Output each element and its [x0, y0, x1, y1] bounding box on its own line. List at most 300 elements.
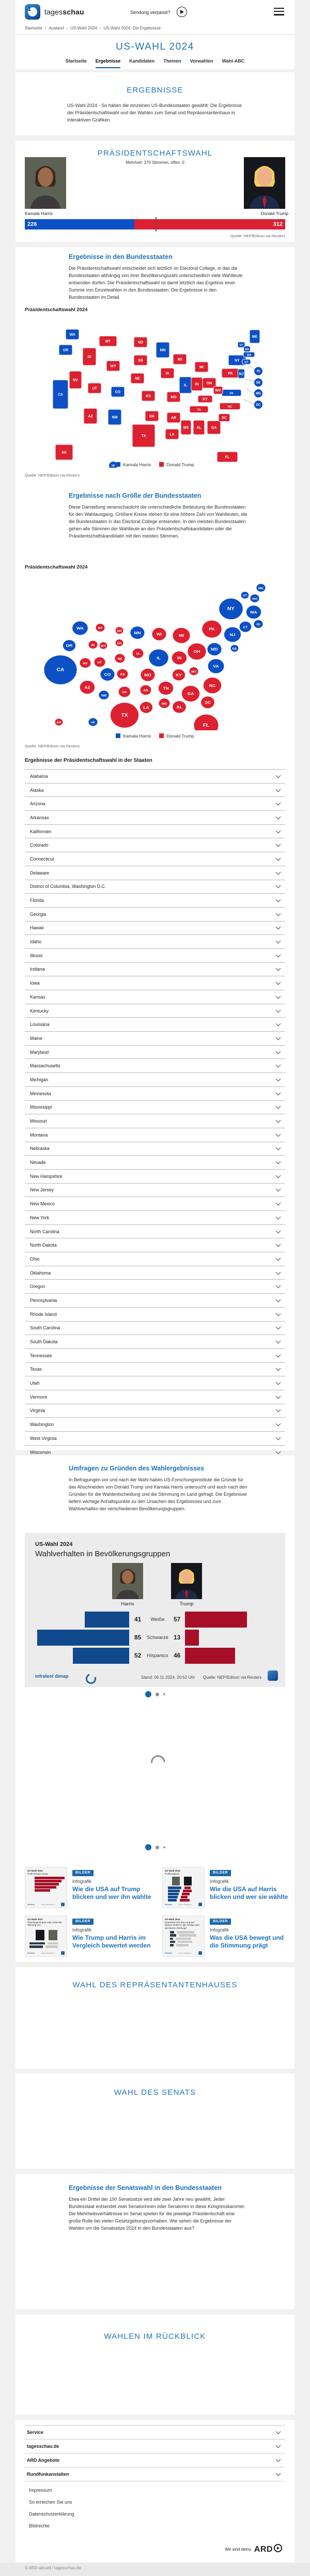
state-ID[interactable] — [83, 348, 96, 365]
state-NJ[interactable] — [238, 369, 245, 378]
state-bubble-IL[interactable] — [149, 649, 168, 666]
state-bubble-OH[interactable] — [188, 643, 206, 660]
state-WY[interactable] — [106, 361, 120, 371]
state-AZ[interactable] — [84, 408, 97, 424]
play-icon[interactable] — [177, 7, 187, 17]
tab-startseite[interactable]: Startseite — [65, 58, 87, 64]
chevron-down-icon — [276, 1311, 281, 1316]
state-bubble-MO[interactable] — [141, 669, 154, 681]
state-OK[interactable] — [145, 411, 159, 421]
state-bubble-KY[interactable] — [173, 669, 185, 681]
accordion-row-state[interactable] — [25, 1252, 285, 1266]
teaser-headline[interactable]: Wie die USA auf Harris blicken und wer sie wählte — [210, 1885, 288, 1900]
accordion-row-state[interactable] — [25, 797, 285, 811]
state-LA[interactable] — [165, 429, 179, 439]
svg-text:GA: GA — [187, 692, 194, 696]
chevron-down-icon — [276, 966, 281, 971]
state-bubble-MA[interactable] — [246, 606, 261, 619]
state-bubble-UT[interactable] — [94, 657, 105, 667]
accordion-row-state[interactable] — [25, 1004, 285, 1018]
accordion-row-state[interactable] — [25, 1142, 285, 1156]
svg-text:HI: HI — [91, 721, 95, 725]
svg-text:HI: HI — [112, 465, 115, 468]
breadcrumb — [25, 26, 161, 30]
svg-text:OK: OK — [122, 691, 127, 695]
svg-text:MO: MO — [171, 395, 177, 400]
state-bubble-WI[interactable] — [152, 628, 166, 640]
state-bubble-ND[interactable] — [116, 627, 123, 634]
harris-photo — [25, 157, 66, 209]
state-RI[interactable] — [254, 367, 263, 376]
svg-text:AZ: AZ — [88, 415, 93, 419]
state-name: Kansas — [30, 994, 45, 1000]
state-bubble-ID[interactable] — [88, 641, 97, 649]
state-AK[interactable] — [55, 444, 73, 460]
footer-accordion-rundfunkanstalten[interactable] — [25, 2467, 285, 2481]
state-WV[interactable] — [213, 387, 223, 394]
svg-text:ME: ME — [258, 587, 264, 590]
state-AL[interactable] — [193, 420, 205, 435]
svg-text:KS: KS — [146, 394, 151, 398]
state-MA[interactable] — [243, 352, 255, 357]
chevron-down-icon — [276, 1173, 281, 1178]
ergebnisse-card — [16, 72, 295, 135]
tagesschau-logo-icon[interactable]: 1 — [25, 4, 40, 20]
accordion-row-state[interactable] — [25, 880, 285, 894]
teaser-thumbnail — [25, 1915, 67, 1957]
teaser-card[interactable] — [25, 1867, 155, 1909]
state-bubble-MI[interactable] — [173, 628, 190, 643]
state-bubble-AL[interactable] — [173, 701, 186, 713]
demo-row-Hispanics — [25, 1648, 285, 1664]
state-name: New Hampshire — [30, 1173, 63, 1179]
state-MT[interactable] — [99, 336, 117, 346]
harris-photo-small — [112, 1563, 143, 1599]
tab-kandidaten[interactable]: Kandidaten — [129, 58, 155, 64]
brand-bold: schau — [63, 8, 84, 16]
accordion-row-state[interactable] — [25, 1046, 285, 1060]
svg-text:NE: NE — [117, 657, 122, 661]
thumb-kicker: US-Wahl 2024 — [165, 1869, 180, 1872]
accordion-row-state[interactable] — [25, 825, 285, 839]
state-bubble-FL[interactable] — [194, 714, 218, 730]
chevron-down-icon — [276, 1339, 281, 1344]
accordion-row-state[interactable] — [25, 908, 285, 922]
state-OR[interactable] — [59, 345, 72, 355]
state-bubble-AK[interactable] — [55, 718, 63, 725]
state-VA[interactable] — [222, 390, 241, 396]
svg-text:TX: TX — [121, 712, 128, 718]
state-bubble-SC[interactable] — [201, 696, 214, 708]
state-bubble-TN[interactable] — [159, 682, 174, 695]
carousel-dot[interactable] — [163, 1846, 165, 1848]
accordion-row-state[interactable] — [25, 949, 285, 963]
footer-accordion-ardangebote[interactable] — [25, 2454, 285, 2467]
chevron-down-icon — [276, 1380, 281, 1385]
state-MD[interactable] — [254, 389, 263, 398]
state-CT[interactable] — [242, 359, 251, 364]
bilder-badge: BILDER — [72, 1919, 94, 1925]
accordion-row-state[interactable] — [25, 1032, 285, 1046]
thumb-title: Profilvergleich — [165, 1872, 180, 1875]
state-NV[interactable] — [69, 371, 82, 389]
state-bubble-MT[interactable] — [96, 624, 104, 632]
state-bubble-OK[interactable] — [119, 686, 131, 697]
accordion-row-state[interactable] — [25, 838, 285, 852]
trump-bar — [185, 1612, 247, 1628]
accordion-row-state[interactable] — [25, 1363, 285, 1377]
accordion-row-state[interactable] — [25, 852, 285, 866]
svg-text:NH: NH — [245, 348, 249, 351]
state-TX[interactable] — [132, 424, 155, 447]
state-NH[interactable] — [244, 346, 251, 352]
state-bubble-MN[interactable] — [130, 626, 144, 639]
state-bubble-NV[interactable] — [80, 658, 90, 668]
state-bubble-KS[interactable] — [117, 669, 128, 679]
footer-accordion-label: ARD Angebote — [27, 2458, 60, 2463]
ard-logo-icon — [274, 2544, 282, 2552]
state-KS[interactable] — [142, 391, 155, 401]
tab-wahl-abc[interactable]: Wahl-ABC — [222, 58, 245, 64]
svg-text:TN: TN — [197, 408, 201, 412]
harris-name: Kamala Harris — [25, 211, 53, 216]
footer-link-impressum[interactable]: Impressum — [29, 2488, 52, 2493]
svg-text:WY: WY — [110, 364, 116, 369]
accordion-row-state[interactable] — [25, 1322, 285, 1336]
teaser-headline[interactable]: Wie Trump und Harris im Vergleich bewertet werden — [72, 1934, 151, 1949]
svg-text:DC: DC — [256, 404, 261, 407]
state-bubble-RI[interactable] — [254, 620, 262, 628]
accordion-row-state[interactable] — [25, 1059, 285, 1073]
widget-stand: Stand: 06.11.2024, 20:52 Uhr — [141, 1675, 195, 1680]
svg-text:WV: WV — [191, 670, 197, 674]
state-name: Mississippi — [30, 1105, 52, 1110]
state-bubble-PA[interactable] — [202, 620, 221, 637]
teaser-headline[interactable]: Wie die USA auf Trump blicken und wer ihn wählte — [72, 1885, 151, 1900]
thumb-kicker: US-Wahl 2024 — [27, 1918, 43, 1921]
state-bubble-NY[interactable] — [219, 599, 243, 619]
harris-bar — [85, 1612, 129, 1628]
state-bubble-SD[interactable] — [116, 639, 123, 646]
state-bubble-AZ[interactable] — [80, 681, 95, 694]
widget-title: Wahlverhalten in Bevölkerungsgruppen — [35, 1550, 171, 1558]
state-IA[interactable] — [161, 368, 174, 378]
accordion-row-state[interactable] — [25, 894, 285, 908]
accordion-row-state[interactable] — [25, 935, 285, 949]
state-NC[interactable] — [220, 403, 240, 410]
brand-wordmark[interactable] — [44, 8, 84, 16]
state-bubble-CT[interactable] — [240, 622, 252, 632]
carousel-dots — [16, 1691, 295, 1697]
state-name: Missouri — [30, 1118, 47, 1124]
state-bubble-NH[interactable] — [250, 594, 259, 602]
text-senatswahl: Etwa ein Drittel der 100 Senatssitze wird alle zwei Jahre neu gewählt. Jeder Bundesstaat entsendet zwei Senatorinnen oder Senatoren in diese Kongresskammer. Die Mehrheitsverhältnisse im Senat spielen für die jeweilige Präsidentschaft eine große Rolle bei vielen Gesetzgebungsvorhaben. Wie sehen die Ergebnisse der Wahlen um die Senatssitze 2024 in den Bundesstaaten aus? — [69, 2197, 245, 2231]
svg-text:OH: OH — [193, 649, 200, 654]
footer-accordion-service[interactable] — [25, 2426, 285, 2440]
accordion-row-state[interactable] — [25, 1376, 285, 1390]
harris-value: 41 — [134, 1616, 142, 1623]
state-MI[interactable] — [195, 362, 208, 372]
state-IL[interactable] — [179, 377, 192, 393]
breadcrumb-item[interactable]: Ausland — [49, 26, 64, 30]
state-ND[interactable] — [134, 337, 147, 347]
svg-text:PA: PA — [228, 372, 233, 376]
accordion-row-state[interactable] — [25, 976, 285, 990]
accordion-row-state[interactable] — [25, 1225, 285, 1239]
chevron-down-icon — [276, 787, 281, 792]
heading-umfragen: Umfragen zu Gründen des Wahlergebnisses — [69, 1465, 205, 1472]
state-bubble-NM[interactable] — [99, 691, 109, 699]
chevron-down-icon — [276, 1007, 281, 1013]
state-name: New Mexico — [30, 1201, 55, 1207]
bilder-badge: BILDER — [210, 1919, 231, 1925]
accordion-row-state[interactable] — [25, 1308, 285, 1322]
state-AR[interactable] — [167, 412, 180, 423]
svg-text:MS: MS — [162, 702, 167, 706]
state-bubble-IN[interactable] — [172, 651, 187, 664]
map-label: Präsidentschaftswahl 2024 — [25, 307, 88, 313]
state-PA[interactable] — [222, 369, 239, 378]
legend-trump: Donald Trump — [159, 733, 194, 739]
state-SD[interactable] — [134, 355, 147, 365]
accordion-row-state[interactable] — [25, 1404, 285, 1418]
footer-accordion-tagesschaude[interactable] — [25, 2440, 285, 2454]
state-bubble-WY[interactable] — [100, 642, 107, 649]
state-bubble-WA[interactable] — [72, 621, 88, 635]
accordion-title: Ergebnisse der Präsidentschaftswahl in der Staaten — [25, 758, 152, 763]
svg-text:AR: AR — [171, 416, 177, 420]
accordion-row-state[interactable] — [25, 866, 285, 880]
accordion-row-state[interactable] — [25, 1128, 285, 1142]
state-bubble-LA[interactable] — [140, 702, 152, 713]
state-bubble-HI[interactable] — [88, 718, 97, 726]
accordion-row-state[interactable] — [25, 1280, 285, 1294]
senat-card — [16, 2074, 295, 2169]
state-WA[interactable] — [66, 329, 79, 340]
svg-text:MN: MN — [160, 348, 166, 352]
state-GA[interactable] — [207, 421, 221, 434]
trump-bar: 312 — [134, 219, 285, 229]
accordion-row-state[interactable] — [25, 1156, 285, 1170]
accordion-row-state[interactable] — [25, 1432, 285, 1446]
state-KY[interactable] — [198, 395, 212, 403]
chevron-down-icon — [276, 939, 281, 944]
state-MN[interactable] — [156, 342, 169, 358]
state-TN[interactable] — [190, 406, 208, 413]
state-CO[interactable] — [111, 387, 125, 397]
sendung-verpasst-link[interactable]: Sendung verpasst? — [130, 10, 171, 15]
accordion-row-state[interactable] — [25, 990, 285, 1004]
accordion-row-state[interactable] — [25, 1390, 285, 1404]
state-name: New Jersey — [30, 1187, 54, 1193]
accordion-row-state[interactable] — [25, 1335, 285, 1349]
accordion-row-state[interactable] — [25, 1114, 285, 1128]
accordion-row-state[interactable] — [25, 922, 285, 936]
svg-text:ID: ID — [87, 355, 91, 359]
svg-text:GA: GA — [211, 426, 217, 430]
thumb-footer: infratest Quelle: NEP/Edison — [165, 1951, 202, 1955]
state-FL[interactable] — [217, 452, 238, 462]
brand-light: tages — [44, 8, 63, 16]
accordion-row-state[interactable] — [25, 811, 285, 825]
tab-themen[interactable]: Themen — [163, 58, 181, 64]
trump-photo-small — [171, 1563, 202, 1599]
footer-link-soerreichensieuns[interactable]: So erreichen Sie uns — [29, 2500, 72, 2505]
state-IN[interactable] — [191, 377, 203, 391]
svg-text:CO: CO — [115, 390, 121, 394]
footer-links — [25, 2481, 74, 2528]
section-title-repraesentantenhaus: WAHL DES REPRÄSENTANTENHAUSES — [72, 1981, 238, 1989]
svg-text:DE: DE — [232, 647, 237, 651]
chevron-down-icon — [276, 2443, 281, 2448]
state-bubble-AR[interactable] — [140, 685, 151, 695]
accordion-row-state[interactable] — [25, 770, 285, 784]
state-name: Ohio — [30, 1256, 40, 1262]
tab-ergebnisse[interactable]: Ergebnisse — [96, 58, 121, 68]
state-UT[interactable] — [88, 383, 101, 393]
chevron-down-icon — [276, 993, 281, 999]
chevron-down-icon — [276, 1283, 281, 1289]
svg-text:AL: AL — [176, 704, 182, 710]
svg-text:NE: NE — [135, 377, 140, 381]
svg-text:VT: VT — [242, 594, 247, 597]
state-bubble-CA[interactable] — [44, 655, 76, 684]
carousel-dot-active[interactable] — [145, 1844, 151, 1850]
state-bubble-DE[interactable] — [231, 645, 239, 652]
carousel-dot[interactable] — [156, 1693, 159, 1696]
map-legend — [16, 462, 295, 467]
state-NM[interactable] — [108, 409, 121, 425]
state-bubble-VA[interactable] — [208, 659, 224, 673]
carousel-dot[interactable] — [156, 1846, 159, 1849]
breadcrumb-item[interactable]: Startseite — [25, 26, 42, 30]
rueckblick-card — [16, 2314, 295, 2415]
harris-value: 85 — [134, 1634, 142, 1641]
state-MO[interactable] — [167, 392, 180, 402]
state-CA[interactable] — [53, 380, 68, 409]
ard-mini-logo-icon — [268, 1670, 278, 1681]
svg-text:OK: OK — [149, 415, 155, 419]
widget-source: Quelle: NEP/Edison via Reuters — [203, 1675, 262, 1680]
svg-text:VT: VT — [239, 344, 243, 347]
state-bubble-IA[interactable] — [132, 649, 143, 658]
accordion-row-state[interactable] — [25, 963, 285, 977]
state-name: Alaska — [30, 787, 44, 793]
teaser-card[interactable] — [25, 1915, 155, 1958]
chevron-down-icon — [276, 1035, 281, 1040]
state-ME[interactable] — [250, 330, 260, 343]
carousel-dots — [16, 1844, 295, 1850]
accordion-row-state[interactable] — [25, 1087, 285, 1101]
state-bubble-NE[interactable] — [115, 654, 125, 663]
accordion-row-state[interactable] — [25, 1018, 285, 1032]
svg-text:AK: AK — [61, 451, 67, 455]
accordion-row-state[interactable] — [25, 1211, 285, 1225]
state-name: South Carolina — [30, 1325, 60, 1331]
state-name: Kalifornien — [30, 829, 52, 834]
accordion-row-state[interactable] — [25, 1238, 285, 1252]
svg-text:ND: ND — [137, 341, 144, 345]
accordion-row-state[interactable] — [25, 1101, 285, 1115]
state-bubble-ME[interactable] — [256, 584, 265, 592]
breadcrumb-item[interactable]: US-Wahl 2024: Die Ergebnisse — [103, 26, 161, 30]
state-DC[interactable] — [254, 401, 263, 409]
state-name: Oregon — [30, 1284, 45, 1290]
accordion-row-state[interactable] — [25, 1294, 285, 1308]
teaser-card[interactable] — [162, 1867, 292, 1909]
thumb-kicker: US-Wahl 2024 — [165, 1918, 180, 1921]
carousel-dot-active[interactable] — [145, 1691, 151, 1697]
chevron-down-icon — [276, 1269, 281, 1275]
state-bubble-VT[interactable] — [241, 592, 249, 599]
source-note: Quelle: NEP/Edison via Reuters — [25, 473, 80, 478]
ard-mini-logo-icon — [198, 1951, 202, 1955]
chevron-down-icon — [276, 1421, 281, 1427]
accordion-row-state[interactable] — [25, 1073, 285, 1087]
section-title-senat: WAHL DES SENATS — [114, 2088, 196, 2097]
chevron-down-icon — [276, 869, 281, 875]
svg-text:NY: NY — [227, 606, 235, 612]
page-title: US-WAHL 2024 — [116, 41, 194, 52]
ergebnisse-text: US-Wahl 2024 - So haben die einzelnen US-Bundesstaaten gewählt: Die Ergebnisse der Präsidentschaftswahl und der Wahlen zum Senat und Repräsentantenhaus in interaktiven Grafiken. — [67, 103, 242, 122]
state-NE[interactable] — [131, 373, 144, 384]
group-label: Weiße — [150, 1617, 165, 1622]
accordion-row-state[interactable] — [25, 784, 285, 798]
state-bubble-TX[interactable] — [111, 703, 138, 728]
state-bubble-GA[interactable] — [182, 686, 199, 701]
heading-groesse: Ergebnisse nach Größe der Bundesstaaten — [69, 492, 202, 499]
chevron-down-icon — [276, 1159, 281, 1164]
teaser-headline[interactable]: Was die USA bewegt und die Stimmung prägt — [210, 1934, 284, 1949]
accordion-row-state[interactable] — [25, 1418, 285, 1432]
umfragen-card — [16, 1455, 295, 1962]
state-bubble-NC[interactable] — [204, 678, 221, 693]
ard-mini-logo-icon — [61, 1903, 65, 1906]
accordion-row-state[interactable] — [25, 1349, 285, 1363]
breadcrumb-item[interactable]: US-Wahl 2024 — [70, 26, 97, 30]
state-DE[interactable] — [254, 378, 263, 387]
svg-text:MT: MT — [105, 340, 111, 344]
accordion-row-state[interactable] — [25, 1197, 285, 1211]
teaser-card[interactable] — [162, 1915, 292, 1958]
state-bubble-MD[interactable] — [207, 643, 221, 655]
state-bubble-WV[interactable] — [189, 667, 198, 675]
chevron-down-icon — [276, 883, 281, 888]
state-WI[interactable] — [173, 354, 187, 364]
state-name: Iowa — [30, 980, 40, 986]
tab-vorwahlen[interactable]: Vorwahlen — [190, 58, 213, 64]
svg-text:NV: NV — [83, 662, 88, 666]
accordion-row-state[interactable] — [25, 1184, 285, 1198]
state-SC[interactable] — [219, 414, 230, 422]
accordion-row-state[interactable] — [25, 1266, 285, 1280]
accordion-row-state[interactable] — [25, 1170, 285, 1184]
state-bubble-MS[interactable] — [159, 698, 169, 708]
hamburger-menu-icon[interactable] — [274, 8, 284, 16]
carousel-dot[interactable] — [163, 1693, 165, 1695]
footer-link-datenschutzerklrung[interactable]: Datenschutzerklärung — [29, 2511, 74, 2517]
bilder-badge: BILDER — [72, 1870, 94, 1876]
state-bubble-NJ[interactable] — [224, 627, 241, 642]
state-MS[interactable] — [181, 420, 191, 435]
svg-text:MI: MI — [199, 365, 204, 370]
state-bubble-CO[interactable] — [100, 668, 114, 681]
footer-link-bildrechte[interactable]: Bildrechte — [29, 2523, 50, 2528]
trump-bar — [185, 1648, 235, 1664]
svg-text:NJ: NJ — [239, 372, 244, 376]
state-bubble-OR[interactable] — [63, 640, 75, 651]
svg-text:CT: CT — [243, 625, 248, 630]
